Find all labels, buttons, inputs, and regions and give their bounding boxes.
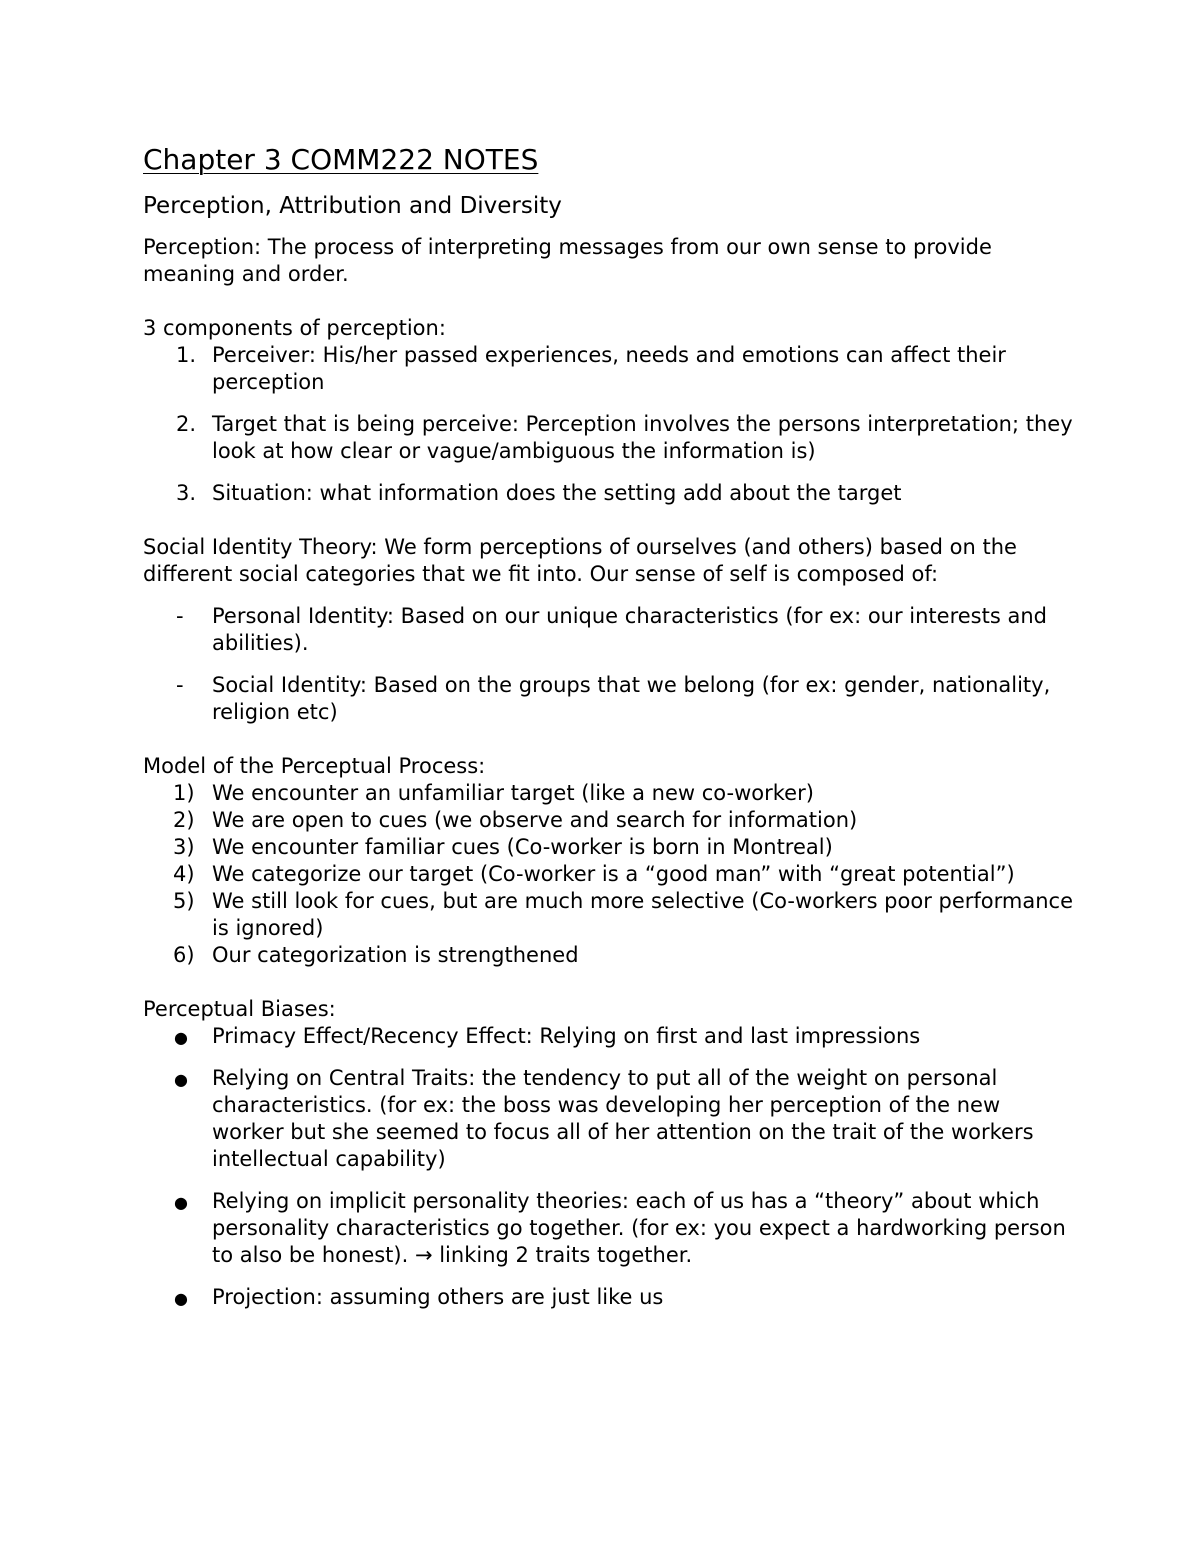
components-list (143, 342, 1073, 507)
list-marker: 5) (173, 889, 195, 913)
list-marker: 4) (173, 862, 195, 886)
list-marker: 6) (173, 943, 195, 967)
social-identity-theory: Social Identity Theory: We form perceptions of ourselves (and others) based on the different social categories that we fit into. Our sense of self is composed of: (143, 535, 1017, 586)
list-item-text: Our categorization is strengthened (212, 943, 579, 967)
list-item (143, 888, 1073, 942)
list-item (143, 603, 1073, 657)
list-item (143, 807, 1073, 834)
list-item (143, 672, 1073, 726)
list-item-text: Relying on Central Traits: the tendency to put all of the weight on personal characteristics. (for ex: the boss was developing her perception of the new worker but she seemed to focus all of her attention on the trait of the workers intellectual capability) (212, 1066, 1034, 1171)
biases-heading: Perceptual Biases: (143, 997, 336, 1021)
list-marker: 3) (173, 835, 195, 859)
list-item (143, 342, 1073, 396)
list-marker: 1. (176, 343, 197, 367)
perception-definition: Perception: The process of interpreting messages from our own sense to provide meaning and order. (143, 235, 992, 286)
list-item-text: Target that is being perceive: Perception involves the persons interpretation; they look at how clear or vague/ambiguous the information is) (212, 412, 1073, 463)
document-content (143, 138, 1073, 1311)
list-item-text: Relying on implicit personality theories: each of us has a “theory” about which personality characteristics go together. (for ex: you expect a hardworking person to also be honest). → linking 2 traits together. (212, 1189, 1066, 1267)
page-subtitle: Perception, Attribution and Diversity (143, 193, 562, 219)
list-item (143, 1188, 1073, 1269)
list-marker: - (176, 673, 184, 697)
list-item-text: We categorize our target (Co-worker is a “good man” with “great potential”) (212, 862, 1015, 886)
model-heading: Model of the Perceptual Process: (143, 754, 486, 778)
list-item (143, 1023, 1073, 1050)
list-item (143, 411, 1073, 465)
list-item (143, 1284, 1073, 1311)
list-item-text: Projection: assuming others are just like us (212, 1285, 664, 1309)
page-title: Chapter 3 COMM222 NOTES (143, 143, 539, 176)
identity-list (143, 603, 1073, 726)
list-marker: 2. (176, 412, 197, 436)
list-item-text: Primacy Effect/Recency Effect: Relying on first and last impressions (212, 1024, 921, 1048)
list-item-text: We encounter an unfamiliar target (like a new co-worker) (212, 781, 814, 805)
list-item-text: We still look for cues, but are much more selective (Co-workers poor performance is ignored) (212, 889, 1074, 940)
bullet-icon: ● (174, 1289, 188, 1308)
list-marker: 3. (176, 481, 197, 505)
list-item-text: Social Identity: Based on the groups that we belong (for ex: gender, nationality, religion etc) (212, 673, 1051, 724)
list-marker: 1) (173, 781, 195, 805)
list-item-text: Perceiver: His/her passed experiences, needs and emotions can affect their perception (212, 343, 1006, 394)
bullet-icon: ● (174, 1193, 188, 1212)
list-item-text: Personal Identity: Based on our unique characteristics (for ex: our interests and abilities). (212, 604, 1047, 655)
list-item (143, 834, 1073, 861)
list-item (143, 480, 1073, 507)
list-item (143, 942, 1073, 969)
list-item-text: Situation: what information does the setting add about the target (212, 481, 902, 505)
bullet-icon: ● (174, 1028, 188, 1047)
list-item (143, 1065, 1073, 1173)
list-item-text: We encounter familiar cues (Co-worker is born in Montreal) (212, 835, 833, 859)
biases-list (143, 1023, 1073, 1311)
list-marker: 2) (173, 808, 195, 832)
list-marker: - (176, 604, 184, 628)
list-item (143, 780, 1073, 807)
bullet-icon: ● (174, 1070, 188, 1089)
list-item (143, 861, 1073, 888)
model-list (143, 780, 1073, 969)
components-heading: 3 components of perception: (143, 316, 446, 340)
list-item-text: We are open to cues (we observe and search for information) (212, 808, 858, 832)
